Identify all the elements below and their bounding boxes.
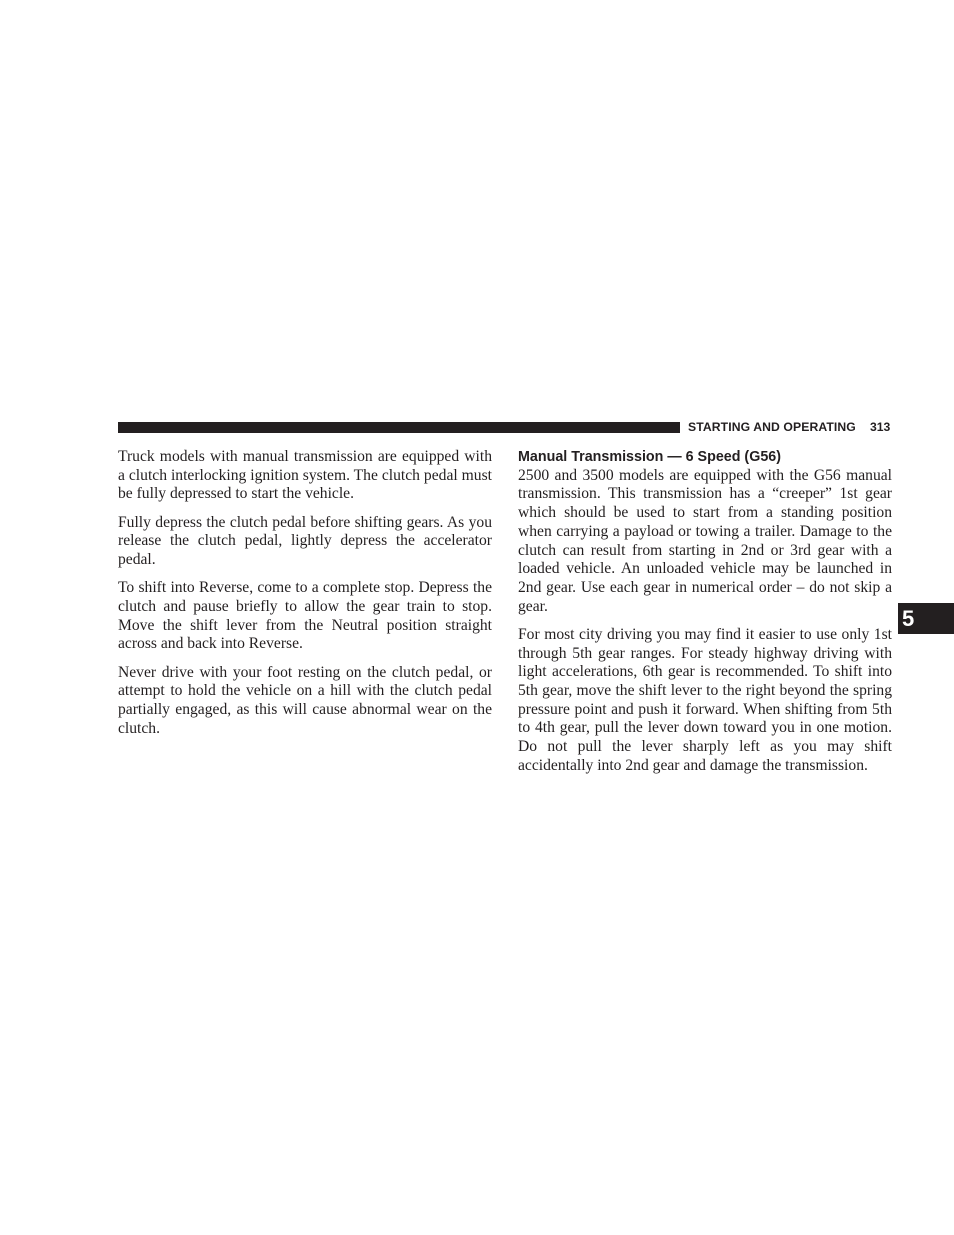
page-number: 313 [870,420,891,434]
section-title: STARTING AND OPERATING [688,420,856,434]
chapter-tab: 5 [898,603,954,634]
paragraph: 2500 and 3500 models are equipped with the G56 manual transmission. This transmission has a “creeper” 1st gear which should be used to start from a standing position when carrying a payload or towing a trailer. Damage to the clutch can result from starting in 2nd or 3rd gear with a loaded vehicle. An unloaded vehicle may be launched in 2nd gear. Use each gear in numerical order – do not skip a gear. [518,466,892,615]
right-column [518,448,892,785]
section-heading: Manual Transmission — 6 Speed (G56) [518,449,781,465]
paragraph: Fully depress the clutch pedal before shifting gears. As you release the clutch pedal, lightly depress the accelerator pedal. [118,513,492,569]
header-rule [118,422,680,433]
paragraph: To shift into Reverse, come to a complete stop. Depress the clutch and pause briefly to allow the gear train to stop. Move the shift lever from the Neutral position straight across and back into Reverse. [118,579,492,653]
paragraph: Never drive with your foot resting on the clutch pedal, or attempt to hold the vehicle on a hill with the clutch pedal partially engaged, as this will cause abnormal wear on the clutch. [118,663,492,737]
paragraph: Truck models with manual transmission are equipped with a clutch interlocking ignition system. The clutch pedal must be fully depressed to start the vehicle. [118,448,492,503]
left-column [118,448,492,748]
paragraph: For most city driving you may find it easier to use only 1st through 5th gear ranges. For steady highway driving with light accelerations, 6th gear is recommended. To shift into 5th gear, move the shift lever to the right beyond the spring pressure point and push it forward. When shifting from 5th to 4th gear, pull the lever down toward you in one motion. Do not pull the lever sharply left as you may shift accidentally into 2nd gear and damage the transmission. [518,625,892,774]
